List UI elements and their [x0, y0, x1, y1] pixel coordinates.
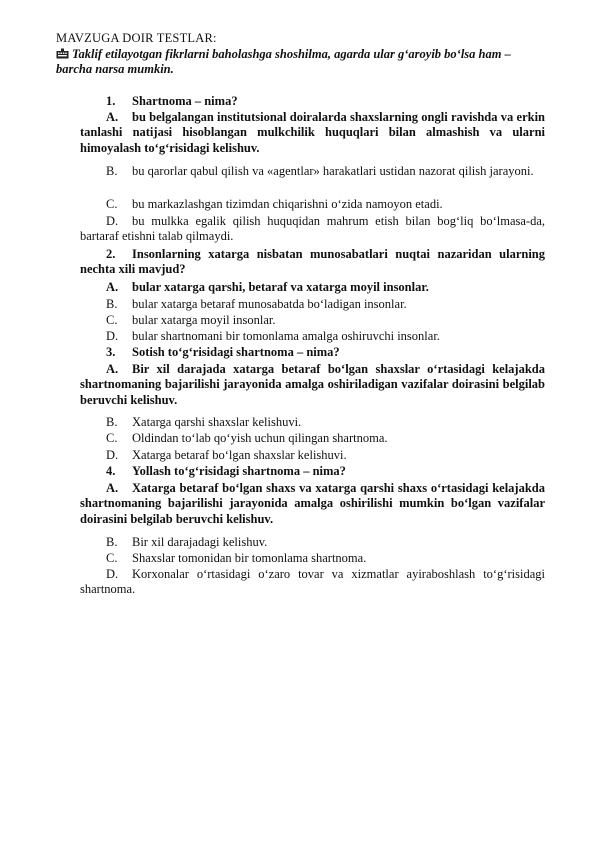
option-letter: A.: [106, 362, 119, 376]
option-2d: [80, 329, 545, 344]
option-4a: [80, 481, 545, 527]
option-text: bu belgalangan institutsional doiralarda shaxslarning ongli ravishda va erkin tanlashi natijasi hisoblangan mulkchilik huquqlari bilan almashish va ularni himoyalash to‘g‘risidagi kelishuv.: [80, 110, 545, 155]
option-3b: [80, 415, 545, 430]
option-letter: B.: [106, 297, 118, 311]
option-4b: [80, 535, 545, 550]
option-text: Bir xil darajada xatarga betaraf bo‘lgan shaxslar o‘rtasidagi kelajakda shartnomaning bajarilishi jarayonida amalga oshiriladigan vazifalar doirasini belgilab beruvchi kelishuv.: [80, 362, 545, 407]
option-1c: [80, 197, 545, 212]
option-2a: [80, 280, 545, 295]
option-text: bular xatarga qarshi, betaraf va xatarga moyil insonlar.: [132, 280, 429, 294]
intro-text: Taklif etilayotgan fikrlarni baholashga shoshilma, agarda ular g‘aroyib bo‘lsa ham – barcha narsa mumkin.: [56, 47, 511, 77]
option-text: Xatarga betaraf bo‘lgan shaxs va xatarga qarshi shaxs o‘rtasidagi kelajakda shartnomaning bajarilishi jarayonida amalga oshirilishi mumkin bo‘lgan vazifalar doirasini belgilab beruvchi kelishuv.: [80, 481, 545, 526]
option-letter: A.: [106, 110, 119, 124]
option-1b: [80, 164, 545, 179]
intro-note: [56, 47, 545, 78]
question-4: [80, 464, 545, 479]
option-text: bu qarorlar qabul qilish va «agentlar» harakatlari ustidan nazorat qilish jarayoni.: [132, 164, 534, 178]
option-letter: C.: [106, 197, 118, 211]
question-text: Shartnoma – nima?: [132, 94, 238, 108]
question-number: 3.: [106, 345, 116, 359]
option-letter: B.: [106, 535, 118, 549]
option-letter: C.: [106, 431, 118, 445]
option-text: Shaxslar tomonidan bir tomonlama shartnoma.: [132, 551, 367, 565]
option-letter: B.: [106, 415, 118, 429]
option-4c: [80, 551, 545, 566]
option-text: Korxonalar o‘rtasidagi o‘zaro tovar va xizmatlar ayiraboshlash to‘g‘risidagi shartnoma.: [80, 567, 545, 597]
option-text: bu mulkka egalik qilish huquqidan mahrum etish bilan bog‘liq bo‘lmasa-da, bartaraf etishni talab qilmaydi.: [80, 214, 545, 244]
option-1a: [80, 110, 545, 156]
option-letter: C.: [106, 551, 118, 565]
option-letter: D.: [106, 448, 119, 462]
question-number: 1.: [106, 94, 116, 108]
question-text: Insonlarning xatarga nisbatan munosabatlari nuqtai nazaridan ularning nechta xili mavjud?: [80, 247, 545, 277]
option-3a: [80, 362, 545, 408]
option-text: Xatarga qarshi shaxslar kelishuvi.: [132, 415, 302, 429]
question-1: [80, 94, 545, 109]
option-2c: [80, 313, 545, 328]
option-letter: C.: [106, 313, 118, 327]
option-letter: D.: [106, 567, 119, 581]
option-3d: [80, 448, 545, 463]
question-number: 2.: [106, 247, 116, 261]
section-heading: MAVZUGA DOIR TESTLAR:: [56, 31, 217, 45]
option-2b: [80, 297, 545, 312]
option-4d: [80, 567, 545, 598]
option-text: bular xatarga betaraf munosabatda bo‘ladigan insonlar.: [132, 297, 407, 311]
option-1d: [80, 214, 545, 245]
option-text: Xatarga betaraf bo‘lgan shaxslar kelishuvi.: [132, 448, 347, 462]
keyboard-icon: [56, 48, 69, 59]
option-3c: [80, 431, 545, 446]
question-text: Yollash to‘g‘risidagi shartnoma – nima?: [132, 464, 346, 478]
option-text: bu markazlashgan tizimdan chiqarishni o‘zida namoyon etadi.: [132, 197, 443, 211]
option-letter: D.: [106, 329, 119, 343]
option-letter: D.: [106, 214, 119, 228]
question-number: 4.: [106, 464, 116, 478]
option-text: bular shartnomani bir tomonlama amalga oshiruvchi insonlar.: [132, 329, 440, 343]
question-2: [80, 247, 545, 278]
option-text: bular xatarga moyil insonlar.: [132, 313, 276, 327]
question-3: [80, 345, 545, 360]
question-text: Sotish to‘g‘risidagi shartnoma – nima?: [132, 345, 340, 359]
option-letter: B.: [106, 164, 118, 178]
option-letter: A.: [106, 481, 119, 495]
option-text: Oldindan to‘lab qo‘yish uchun qilingan shartnoma.: [132, 431, 388, 445]
option-letter: A.: [106, 280, 119, 294]
option-text: Bir xil darajadagi kelishuv.: [132, 535, 268, 549]
